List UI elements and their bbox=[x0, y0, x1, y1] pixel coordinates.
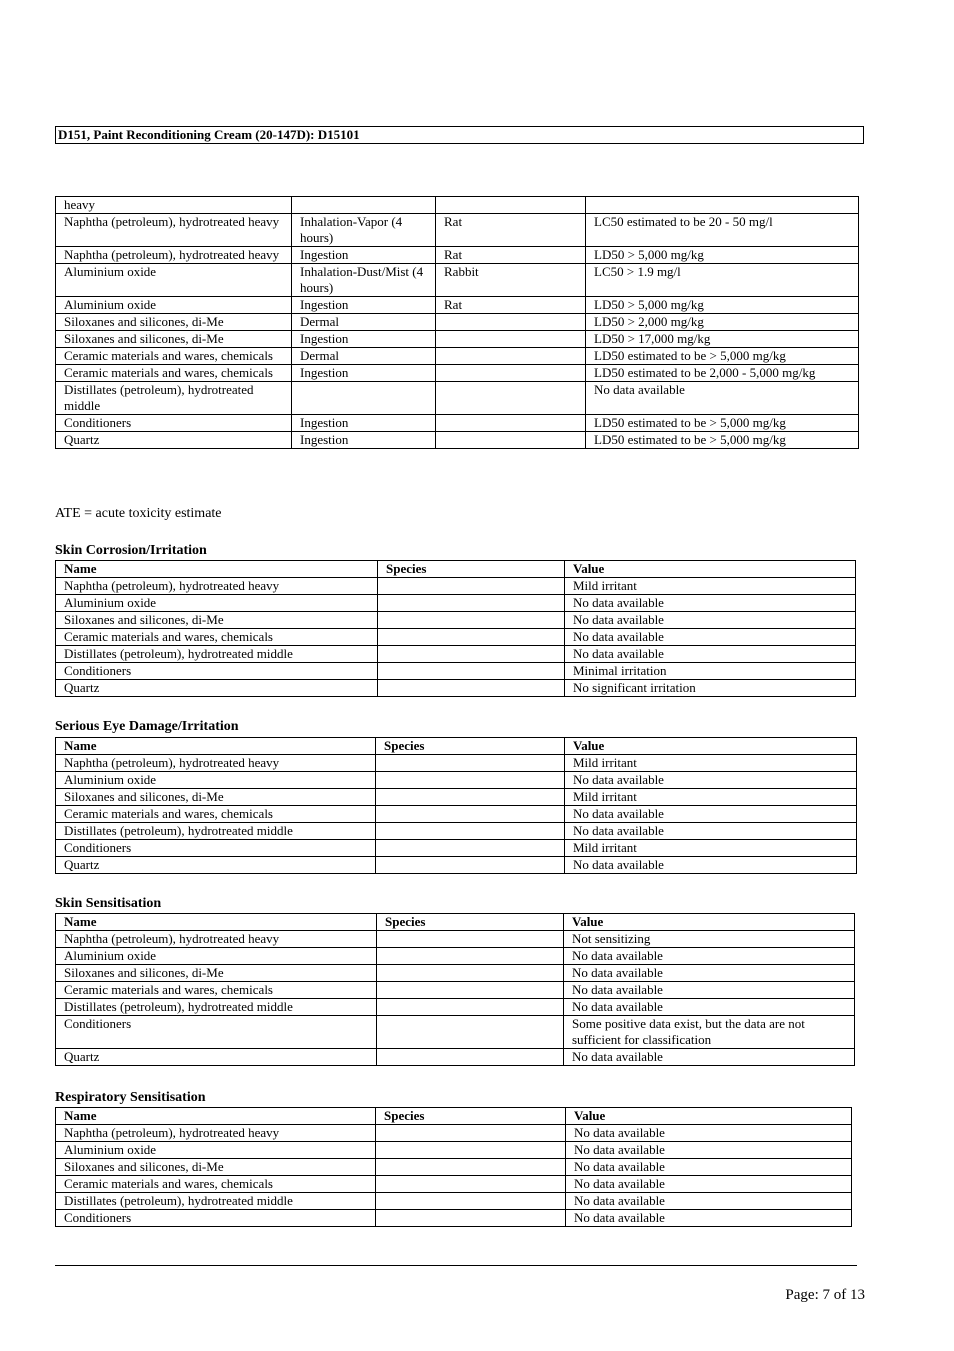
cell-species bbox=[378, 680, 565, 697]
table-row bbox=[56, 948, 855, 965]
cell-value: LD50 estimated to be > 5,000 mg/kg bbox=[586, 432, 859, 449]
cell-name: Naphtha (petroleum), hydrotreated heavy bbox=[56, 214, 292, 247]
cell-name: Ceramic materials and wares, chemicals bbox=[56, 806, 376, 823]
cell-species: Rat bbox=[436, 297, 586, 314]
cell-value: LD50 estimated to be > 5,000 mg/kg bbox=[586, 348, 859, 365]
cell-species bbox=[377, 965, 564, 982]
cell-species: Rat bbox=[436, 247, 586, 264]
cell-name: Naphtha (petroleum), hydrotreated heavy bbox=[56, 755, 376, 772]
cell-species bbox=[436, 415, 586, 432]
cell-name: Siloxanes and silicones, di-Me bbox=[56, 314, 292, 331]
cell-species bbox=[377, 999, 564, 1016]
table-row bbox=[56, 755, 857, 772]
cell-name: Quartz bbox=[56, 680, 378, 697]
table-row bbox=[56, 1016, 855, 1049]
table-row bbox=[56, 331, 859, 348]
table-row bbox=[56, 857, 857, 874]
cell-route: Ingestion bbox=[292, 415, 436, 432]
table-row bbox=[56, 772, 857, 789]
table-row bbox=[56, 1176, 852, 1193]
cell-name: Conditioners bbox=[56, 1210, 376, 1227]
cell-value: LD50 estimated to be > 5,000 mg/kg bbox=[586, 415, 859, 432]
cell-value bbox=[586, 197, 859, 214]
cell-species bbox=[378, 595, 565, 612]
table-row bbox=[56, 595, 856, 612]
cell-species bbox=[376, 1142, 566, 1159]
cell-species bbox=[377, 1016, 564, 1049]
cell-value: LD50 estimated to be 2,000 - 5,000 mg/kg bbox=[586, 365, 859, 382]
cell-value: No data available bbox=[566, 1142, 852, 1159]
skin-sensitisation-title: Skin Sensitisation bbox=[55, 896, 162, 911]
acute-toxicity-table bbox=[55, 196, 859, 449]
column-header-value: Value bbox=[566, 1108, 852, 1125]
table-row bbox=[56, 297, 859, 314]
cell-name: Ceramic materials and wares, chemicals bbox=[56, 982, 377, 999]
column-header-name: Name bbox=[56, 738, 376, 755]
cell-species bbox=[378, 663, 565, 680]
cell-name: Ceramic materials and wares, chemicals bbox=[56, 1176, 376, 1193]
table-row bbox=[56, 965, 855, 982]
cell-name: Quartz bbox=[56, 857, 376, 874]
cell-value: Mild irritant bbox=[565, 578, 856, 595]
cell-name: Distillates (petroleum), hydrotreated middle bbox=[56, 646, 378, 663]
cell-name: Conditioners bbox=[56, 663, 378, 680]
cell-name: Quartz bbox=[56, 1049, 377, 1066]
table-row bbox=[56, 806, 857, 823]
cell-route: Ingestion bbox=[292, 365, 436, 382]
cell-value: Mild irritant bbox=[565, 755, 857, 772]
cell-value: Not sensitizing bbox=[564, 931, 855, 948]
respiratory-sensitisation-title: Respiratory Sensitisation bbox=[55, 1090, 206, 1105]
cell-name: Naphtha (petroleum), hydrotreated heavy bbox=[56, 1125, 376, 1142]
cell-species bbox=[436, 314, 586, 331]
cell-name: Aluminium oxide bbox=[56, 948, 377, 965]
cell-species bbox=[377, 1049, 564, 1066]
table-row bbox=[56, 840, 857, 857]
cell-species bbox=[436, 432, 586, 449]
cell-name: Siloxanes and silicones, di-Me bbox=[56, 965, 377, 982]
cell-name: Siloxanes and silicones, di-Me bbox=[56, 1159, 376, 1176]
column-header-name: Name bbox=[56, 914, 377, 931]
table-row bbox=[56, 789, 857, 806]
table-row bbox=[56, 1125, 852, 1142]
cell-value: No data available bbox=[565, 612, 856, 629]
column-header-species: Species bbox=[376, 1108, 566, 1125]
cell-value: LD50 > 5,000 mg/kg bbox=[586, 247, 859, 264]
column-header-species: Species bbox=[376, 738, 565, 755]
cell-species bbox=[436, 348, 586, 365]
cell-species bbox=[376, 857, 565, 874]
skin-corrosion-title: Skin Corrosion/Irritation bbox=[55, 543, 207, 558]
column-header-species: Species bbox=[378, 561, 565, 578]
cell-name: Siloxanes and silicones, di-Me bbox=[56, 612, 378, 629]
cell-species bbox=[376, 823, 565, 840]
cell-species bbox=[376, 1193, 566, 1210]
table-row bbox=[56, 1193, 852, 1210]
cell-species bbox=[378, 646, 565, 663]
table-row bbox=[56, 823, 857, 840]
table-row bbox=[56, 646, 856, 663]
cell-species bbox=[378, 629, 565, 646]
column-header-value: Value bbox=[565, 738, 857, 755]
cell-species bbox=[376, 789, 565, 806]
cell-name: Distillates (petroleum), hydrotreated middle bbox=[56, 823, 376, 840]
table-row bbox=[56, 612, 856, 629]
table-row bbox=[56, 663, 856, 680]
cell-value: No data available bbox=[565, 772, 857, 789]
column-header-value: Value bbox=[564, 914, 855, 931]
cell-species: Rabbit bbox=[436, 264, 586, 297]
cell-value: LD50 > 5,000 mg/kg bbox=[586, 297, 859, 314]
cell-value: No significant irritation bbox=[565, 680, 856, 697]
column-header-name: Name bbox=[56, 1108, 376, 1125]
cell-value: No data available bbox=[564, 965, 855, 982]
cell-species bbox=[376, 806, 565, 823]
cell-species bbox=[436, 382, 586, 415]
table-row bbox=[56, 1159, 852, 1176]
cell-species bbox=[378, 578, 565, 595]
cell-name: Conditioners bbox=[56, 1016, 377, 1049]
cell-name: Aluminium oxide bbox=[56, 1142, 376, 1159]
cell-value: No data available bbox=[586, 382, 859, 415]
table-row bbox=[56, 1142, 852, 1159]
cell-name: Naphtha (petroleum), hydrotreated heavy bbox=[56, 247, 292, 264]
cell-value: LD50 > 17,000 mg/kg bbox=[586, 331, 859, 348]
cell-route bbox=[292, 382, 436, 415]
footer-divider bbox=[55, 1265, 857, 1266]
cell-species bbox=[376, 772, 565, 789]
cell-value: No data available bbox=[564, 948, 855, 965]
table-row bbox=[56, 982, 855, 999]
cell-species bbox=[376, 1210, 566, 1227]
table-row bbox=[56, 247, 859, 264]
table-row bbox=[56, 314, 859, 331]
cell-name: Aluminium oxide bbox=[56, 772, 376, 789]
cell-value: Some positive data exist, but the data are not sufficient for classification bbox=[564, 1016, 855, 1049]
cell-route: Dermal bbox=[292, 314, 436, 331]
cell-value: LD50 > 2,000 mg/kg bbox=[586, 314, 859, 331]
cell-route: Inhalation-Dust/Mist (4 hours) bbox=[292, 264, 436, 297]
table-row bbox=[56, 365, 859, 382]
table-row bbox=[56, 1049, 855, 1066]
cell-species bbox=[378, 612, 565, 629]
ate-note: ATE = acute toxicity estimate bbox=[55, 506, 222, 521]
column-header-species: Species bbox=[377, 914, 564, 931]
cell-name: Aluminium oxide bbox=[56, 297, 292, 314]
cell-value: No data available bbox=[566, 1210, 852, 1227]
cell-name: Ceramic materials and wares, chemicals bbox=[56, 629, 378, 646]
table-row bbox=[56, 382, 859, 415]
cell-name: Siloxanes and silicones, di-Me bbox=[56, 789, 376, 806]
cell-name: Quartz bbox=[56, 432, 292, 449]
cell-name: Distillates (petroleum), hydrotreated middle bbox=[56, 382, 292, 415]
cell-name: Naphtha (petroleum), hydrotreated heavy bbox=[56, 578, 378, 595]
cell-route: Dermal bbox=[292, 348, 436, 365]
cell-value: Mild irritant bbox=[565, 840, 857, 857]
column-header-name: Name bbox=[56, 561, 378, 578]
table-row bbox=[56, 1210, 852, 1227]
skin-sensitisation-table bbox=[55, 913, 855, 1066]
cell-species bbox=[377, 982, 564, 999]
cell-species bbox=[436, 197, 586, 214]
cell-value: No data available bbox=[564, 999, 855, 1016]
cell-value: No data available bbox=[565, 806, 857, 823]
cell-route: Ingestion bbox=[292, 331, 436, 348]
column-header-value: Value bbox=[565, 561, 856, 578]
table-row bbox=[56, 348, 859, 365]
cell-value: No data available bbox=[565, 823, 857, 840]
cell-value: Minimal irritation bbox=[565, 663, 856, 680]
eye-damage-table bbox=[55, 737, 857, 874]
cell-species bbox=[376, 840, 565, 857]
cell-species: Rat bbox=[436, 214, 586, 247]
cell-species bbox=[376, 1159, 566, 1176]
respiratory-sensitisation-table bbox=[55, 1107, 852, 1227]
cell-value: No data available bbox=[565, 857, 857, 874]
cell-name: Ceramic materials and wares, chemicals bbox=[56, 365, 292, 382]
cell-value: No data available bbox=[566, 1193, 852, 1210]
table-row bbox=[56, 629, 856, 646]
cell-value: Mild irritant bbox=[565, 789, 857, 806]
document-header: D151, Paint Reconditioning Cream (20-147D): D15101 bbox=[55, 126, 864, 144]
page-number: Page: 7 of 13 bbox=[785, 1287, 865, 1303]
cell-name: Naphtha (petroleum), hydrotreated heavy bbox=[56, 931, 377, 948]
cell-name: Distillates (petroleum), hydrotreated middle bbox=[56, 1193, 376, 1210]
cell-name: heavy bbox=[56, 197, 292, 214]
cell-value: LC50 estimated to be 20 - 50 mg/l bbox=[586, 214, 859, 247]
cell-route: Inhalation-Vapor (4 hours) bbox=[292, 214, 436, 247]
cell-species bbox=[376, 1125, 566, 1142]
table-row bbox=[56, 432, 859, 449]
cell-route: Ingestion bbox=[292, 297, 436, 314]
cell-species bbox=[376, 1176, 566, 1193]
cell-value: LC50 > 1.9 mg/l bbox=[586, 264, 859, 297]
cell-name: Ceramic materials and wares, chemicals bbox=[56, 348, 292, 365]
table-row bbox=[56, 931, 855, 948]
cell-route: Ingestion bbox=[292, 432, 436, 449]
eye-damage-title: Serious Eye Damage/Irritation bbox=[55, 719, 239, 734]
skin-corrosion-table bbox=[55, 560, 856, 697]
cell-name: Conditioners bbox=[56, 415, 292, 432]
cell-species bbox=[377, 931, 564, 948]
table-row bbox=[56, 197, 859, 214]
cell-species bbox=[436, 331, 586, 348]
table-row bbox=[56, 578, 856, 595]
cell-value: No data available bbox=[566, 1159, 852, 1176]
cell-name: Conditioners bbox=[56, 840, 376, 857]
cell-value: No data available bbox=[565, 629, 856, 646]
cell-name: Distillates (petroleum), hydrotreated middle bbox=[56, 999, 377, 1016]
cell-name: Aluminium oxide bbox=[56, 264, 292, 297]
cell-value: No data available bbox=[565, 646, 856, 663]
cell-route bbox=[292, 197, 436, 214]
table-row bbox=[56, 680, 856, 697]
cell-value: No data available bbox=[564, 1049, 855, 1066]
cell-value: No data available bbox=[564, 982, 855, 999]
cell-value: No data available bbox=[565, 595, 856, 612]
cell-species bbox=[376, 755, 565, 772]
cell-route: Ingestion bbox=[292, 247, 436, 264]
table-row bbox=[56, 999, 855, 1016]
cell-value: No data available bbox=[566, 1125, 852, 1142]
cell-value: No data available bbox=[566, 1176, 852, 1193]
table-row bbox=[56, 415, 859, 432]
cell-species bbox=[377, 948, 564, 965]
table-row bbox=[56, 264, 859, 297]
cell-name: Siloxanes and silicones, di-Me bbox=[56, 331, 292, 348]
table-row bbox=[56, 214, 859, 247]
cell-species bbox=[436, 365, 586, 382]
cell-name: Aluminium oxide bbox=[56, 595, 378, 612]
